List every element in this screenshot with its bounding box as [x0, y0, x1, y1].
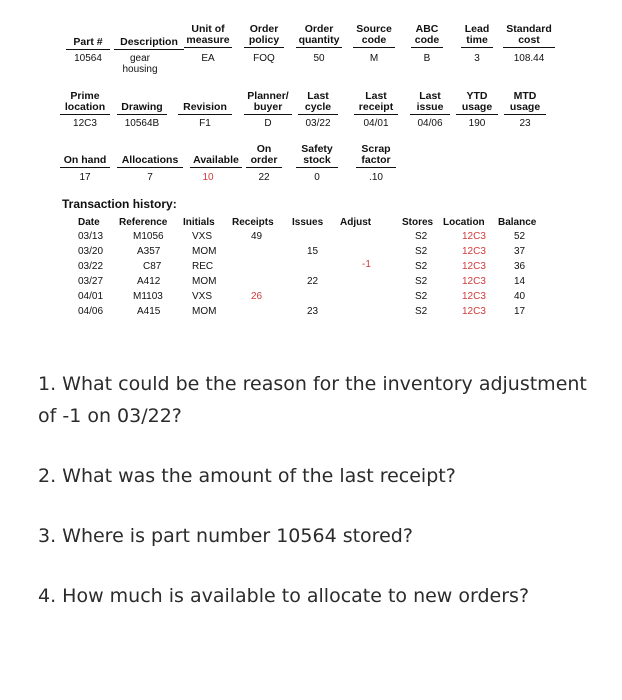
- row-receipts: 49: [251, 231, 263, 242]
- question-3: 3. Where is part number 10564 stored?: [38, 525, 413, 547]
- row-initials: MOM: [192, 276, 217, 287]
- value-prime-location: 12C3: [73, 118, 97, 129]
- value-planner-buyer: D: [264, 118, 272, 129]
- row-stores: S2: [415, 291, 428, 302]
- header-drawing: Drawing: [117, 102, 167, 115]
- row-balance: 36: [514, 261, 526, 272]
- question-4: 4. How much is available to allocate to new orders?: [38, 585, 530, 607]
- row-balance: 52: [514, 231, 526, 242]
- row-stores: S2: [415, 276, 428, 287]
- column-issues: Issues: [292, 217, 324, 228]
- value-part-number: 10564: [74, 53, 102, 64]
- column-stores: Stores: [402, 217, 434, 228]
- column-receipts: Receipts: [232, 217, 274, 228]
- header-ytd-usage: YTD usage: [456, 91, 498, 115]
- row-location: 12C3: [462, 261, 486, 272]
- value-source-code: M: [369, 53, 379, 64]
- header-allocations: Allocations: [117, 155, 183, 168]
- row-receipts: 26: [251, 291, 263, 302]
- row-location: 12C3: [462, 291, 486, 302]
- row-stores: S2: [415, 231, 428, 242]
- row-issues: 15: [307, 246, 319, 257]
- row-date: 04/06: [78, 306, 104, 317]
- row-balance: 40: [514, 291, 526, 302]
- value-revision: F1: [199, 118, 211, 129]
- header-part-number: Part #: [66, 37, 110, 50]
- header-last-receipt: Last receipt: [354, 91, 398, 115]
- row-initials: VXS: [192, 231, 213, 242]
- row-reference: A415: [137, 306, 161, 317]
- value-drawing: 10564B: [124, 118, 160, 129]
- value-safety-stock: 0: [314, 172, 320, 183]
- header-description: Description: [114, 37, 184, 50]
- header-planner-buyer: Planner/ buyer: [244, 91, 292, 115]
- value-description: gear housing: [122, 53, 158, 75]
- row-stores: S2: [415, 246, 428, 257]
- header-on-order: On order: [246, 144, 282, 168]
- row-date: 03/20: [78, 246, 104, 257]
- header-scrap-factor: Scrap factor: [356, 144, 396, 168]
- question-1: 1. What could be the reason for the inventory adjustment of -1 on 03/22?: [38, 373, 587, 427]
- inventory-record-sheet: [0, 0, 622, 340]
- row-date: 03/27: [78, 276, 104, 287]
- value-standard-cost: 108.44: [513, 53, 545, 64]
- row-stores: S2: [415, 261, 428, 272]
- header-lead-time: Lead time: [461, 24, 493, 48]
- value-last-receipt: 04/01: [363, 118, 389, 129]
- row-location: 12C3: [462, 246, 486, 257]
- row-date: 04/01: [78, 291, 104, 302]
- row-reference: A412: [137, 276, 161, 287]
- question-list: [38, 368, 598, 640]
- question-2: 2. What was the amount of the last receipt?: [38, 465, 456, 487]
- column-balance: Balance: [498, 217, 537, 228]
- header-abc-code: ABC code: [411, 24, 443, 48]
- value-order-quantity: 50: [313, 53, 325, 64]
- row-balance: 37: [514, 246, 526, 257]
- row-date: 03/22: [78, 261, 104, 272]
- header-safety-stock: Safety stock: [296, 144, 338, 168]
- value-lead-time: 3: [474, 53, 480, 64]
- value-last-issue: 04/06: [417, 118, 443, 129]
- transaction-history-title: Transaction history:: [62, 197, 177, 211]
- row-location: 12C3: [462, 276, 486, 287]
- header-standard-cost: Standard cost: [503, 24, 555, 48]
- header-last-cycle: Last cycle: [298, 91, 338, 115]
- header-order-policy: Order policy: [244, 24, 284, 48]
- header-prime-location: Prime location: [60, 91, 110, 115]
- column-location: Location: [443, 217, 485, 228]
- header-source-code: Source code: [353, 24, 395, 48]
- row-stores: S2: [415, 306, 428, 317]
- row-reference: C87: [143, 261, 162, 272]
- row-issues: 22: [307, 276, 319, 287]
- row-initials: MOM: [192, 306, 217, 317]
- row-reference: M1056: [133, 231, 164, 242]
- value-ytd-usage: 190: [468, 118, 486, 129]
- column-adjust: Adjust: [340, 217, 372, 228]
- row-date: 03/13: [78, 231, 104, 242]
- header-available: Available: [190, 155, 242, 168]
- value-unit-of-measure: EA: [201, 53, 215, 64]
- row-initials: VXS: [192, 291, 213, 302]
- column-date: Date: [78, 217, 100, 228]
- value-allocations: 7: [147, 172, 153, 183]
- value-available: 10: [202, 172, 214, 183]
- row-location: 12C3: [462, 231, 486, 242]
- header-unit-of-measure: Unit of measure: [184, 24, 232, 48]
- value-on-hand: 17: [79, 172, 91, 183]
- column-initials: Initials: [183, 217, 215, 228]
- value-order-policy: FOQ: [253, 53, 275, 64]
- row-balance: 14: [514, 276, 526, 287]
- header-last-issue: Last issue: [410, 91, 450, 115]
- value-mtd-usage: 23: [519, 118, 531, 129]
- header-mtd-usage: MTD usage: [504, 91, 546, 115]
- row-adjust: -1: [362, 259, 371, 270]
- row-reference: A357: [137, 246, 161, 257]
- header-revision: Revision: [178, 102, 232, 115]
- row-reference: M1103: [133, 291, 163, 302]
- value-abc-code: B: [423, 53, 431, 64]
- value-last-cycle: 03/22: [305, 118, 331, 129]
- row-location: 12C3: [462, 306, 486, 317]
- row-initials: REC: [192, 261, 214, 272]
- row-issues: 23: [307, 306, 319, 317]
- column-reference: Reference: [119, 217, 168, 228]
- header-order-quantity: Order quantity: [296, 24, 342, 48]
- value-scrap-factor: .10: [369, 172, 383, 183]
- row-balance: 17: [514, 306, 526, 317]
- row-initials: MOM: [192, 246, 217, 257]
- value-on-order: 22: [258, 172, 270, 183]
- header-on-hand: On hand: [60, 155, 110, 168]
